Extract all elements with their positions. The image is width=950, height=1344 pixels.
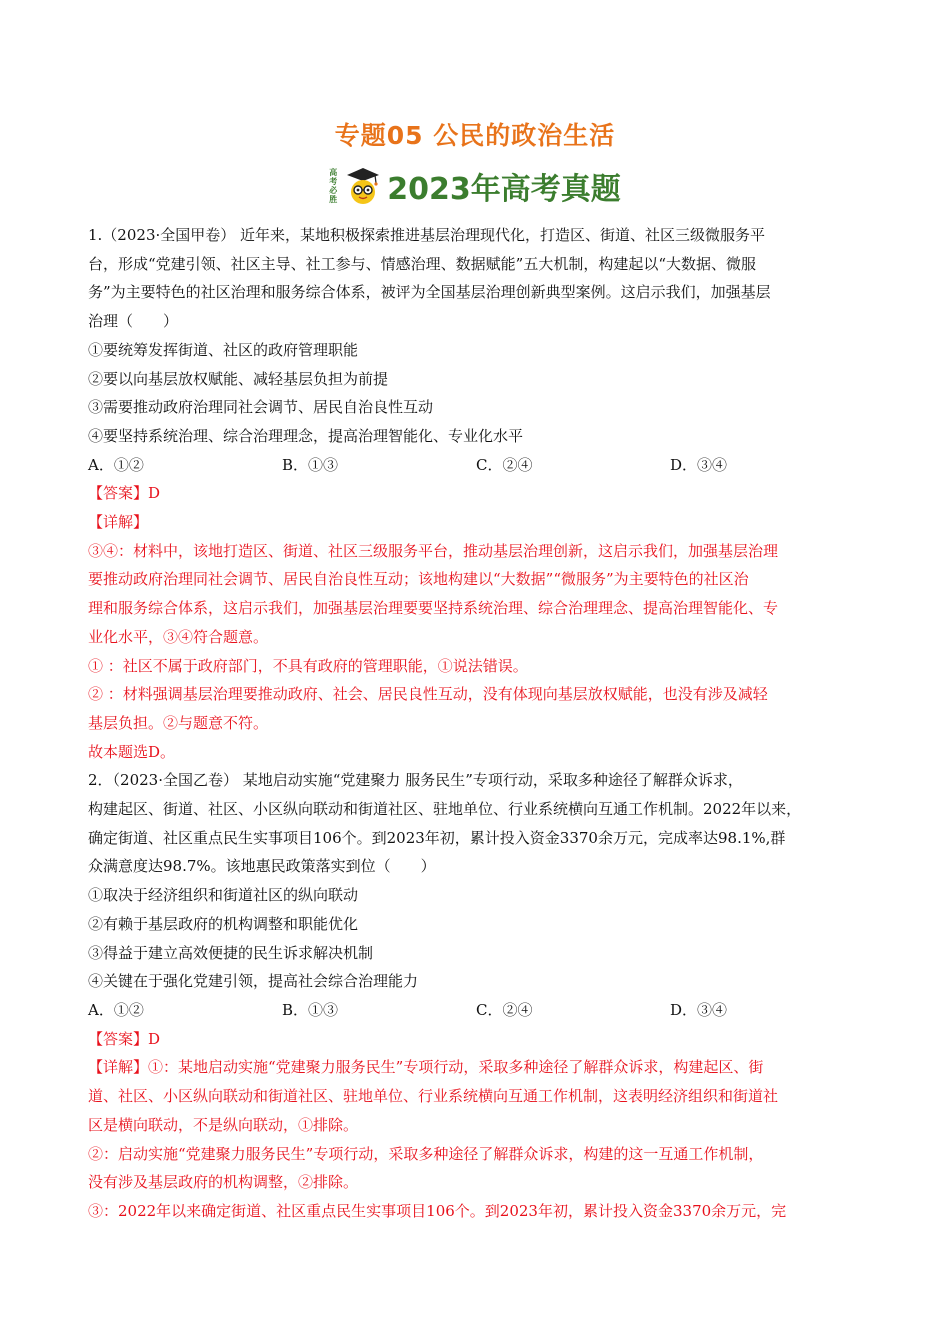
q1-stem-line: 治理（ ） xyxy=(88,312,179,331)
q2-stem-line: 构建起区、街道、社区、小区纵向联动和街道社区、驻地单位、行业系统横向互通工作机制。2022年以来， xyxy=(88,800,802,819)
q1-conclusion: 故本题选D。 xyxy=(88,742,176,761)
q2-answer: 【答案】D xyxy=(88,1029,161,1048)
q2-option-d: D．③④ xyxy=(670,1000,728,1019)
q1-item: ①要统筹发挥街道、社区的政府管理职能 xyxy=(88,340,359,359)
banner-title: 2023年高考真题 xyxy=(387,172,621,207)
badge-char: 考 xyxy=(329,176,338,186)
q2-explain-line: ③：2022年以来确定街道、社区重点民生实事项目106个。到2023年初，累计投入资金3370余万元，完 xyxy=(88,1201,787,1220)
q2-item: ④关键在于强化党建引领，提高社会综合治理能力 xyxy=(88,972,419,991)
q1-stem-line: 务”为主要特色的社区治理和服务综合体系，被评为全国基层治理创新典型案例。这启示我们，加强基层 xyxy=(88,283,771,302)
badge-char: 高 xyxy=(329,167,338,177)
badge-char: 必 xyxy=(329,185,338,195)
scholar-mascot-icon xyxy=(345,166,381,206)
q2-option-b: B．①③ xyxy=(282,1000,339,1019)
q1-item: ④要坚持系统治理、综合治理理念，提高治理智能化、专业化水平 xyxy=(88,426,524,445)
doc-title: 专题05 公民的政治生活 xyxy=(334,121,616,150)
q2-explain-line: ②：启动实施“党建聚力服务民生”专项行动，采取多种途径了解群众诉求，构建的这一互通工作机制， xyxy=(88,1144,764,1163)
q1-options xyxy=(88,451,870,480)
q2-explain-line: 没有涉及基层政府的机构调整，②排除。 xyxy=(88,1173,359,1192)
q2-explain-line: 【详解】①：某地启动实施“党建聚力服务民生”专项行动，采取多种途径了解群众诉求，构建起区、街 xyxy=(88,1058,764,1077)
q1-option-b: B．①③ xyxy=(282,455,339,474)
q1-answer: 【答案】D xyxy=(88,484,161,503)
q1-explain-line: 要推动政府治理同社会调节、居民自治良性互动；该地构建以“大数据”“微服务”为主要特色的社区治 xyxy=(88,570,749,589)
question-content xyxy=(88,221,870,1226)
q2-option-a: A．①② xyxy=(88,1000,144,1019)
q2-stem-line: 众满意度达98.7%。该地惠民政策落实到位（ ） xyxy=(88,857,436,876)
q1-stem-line: 台，形成“党建引领、社区主导、社工参与、情感治理、数据赋能”五大机制，构建起以“大数据、微服 xyxy=(88,254,757,273)
exam-banner xyxy=(0,164,950,208)
q1-explain-line: ③④：材料中，该地打造区、街道、社区三级服务平台，推动基层治理创新，这启示我们，加强基层治理 xyxy=(88,541,779,560)
q1-explain-line: 业化水平，③④符合题意。 xyxy=(88,627,269,646)
q2-stem-line: 2．（2023·全国乙卷） 某地启动实施“党建聚力 服务民生”专项行动，采取多种途径了解群众诉求， xyxy=(88,771,743,790)
q2-explain-line: 道、社区、小区纵向联动和街道社区、驻地单位、行业系统横向互通工作机制，这表明经济组织和街道社 xyxy=(88,1087,779,1106)
q2-item: ②有赖于基层政府的机构调整和职能优化 xyxy=(88,914,359,933)
q2-item: ③得益于建立高效便捷的民生诉求解决机制 xyxy=(88,943,374,962)
q1-option-d: D．③④ xyxy=(670,455,728,474)
q2-stem-line: 确定街道、社区重点民生实事项目106个。到2023年初，累计投入资金3370余万元，完成率达98.1%,群 xyxy=(88,828,786,847)
q1-explain-line: ② ：材料强调基层治理要推动政府、社会、居民良性互动，没有体现向基层放权赋能，也没有涉及减轻 xyxy=(88,685,768,704)
q1-stem-line: 1.（2023·全国甲卷） 近年来，某地积极探索推进基层治理现代化，打造区、街道、社区三级微服务平 xyxy=(88,226,766,244)
q1-explain-line: ① ：社区不属于政府部门，不具有政府的管理职能，①说法错误。 xyxy=(88,656,528,675)
q2-explain-line: 区是横向联动，不是纵向联动，①排除。 xyxy=(88,1115,359,1134)
q1-option-c: C．②④ xyxy=(476,455,533,474)
badge-char: 胜 xyxy=(329,194,338,204)
q1-explain-line: 基层负担。②与题意不符。 xyxy=(88,713,269,732)
q2-options xyxy=(88,996,870,1025)
q1-item: ②要以向基层放权赋能、减轻基层负担为前提 xyxy=(88,369,389,388)
q2-option-c: C．②④ xyxy=(476,1000,533,1019)
q1-explain-label: 【详解】 xyxy=(88,513,149,532)
q1-option-a: A．①② xyxy=(88,455,144,474)
q1-explain-line: 理和服务综合体系，这启示我们，加强基层治理要要坚持系统治理、综合治理理念、提高治理智能化、专 xyxy=(88,599,779,618)
q2-item: ①取决于经济组织和街道社区的纵向联动 xyxy=(88,886,359,905)
banner-badge xyxy=(329,168,337,204)
q1-item: ③需要推动政府治理同社会调节、居民自治良性互动 xyxy=(88,398,434,417)
